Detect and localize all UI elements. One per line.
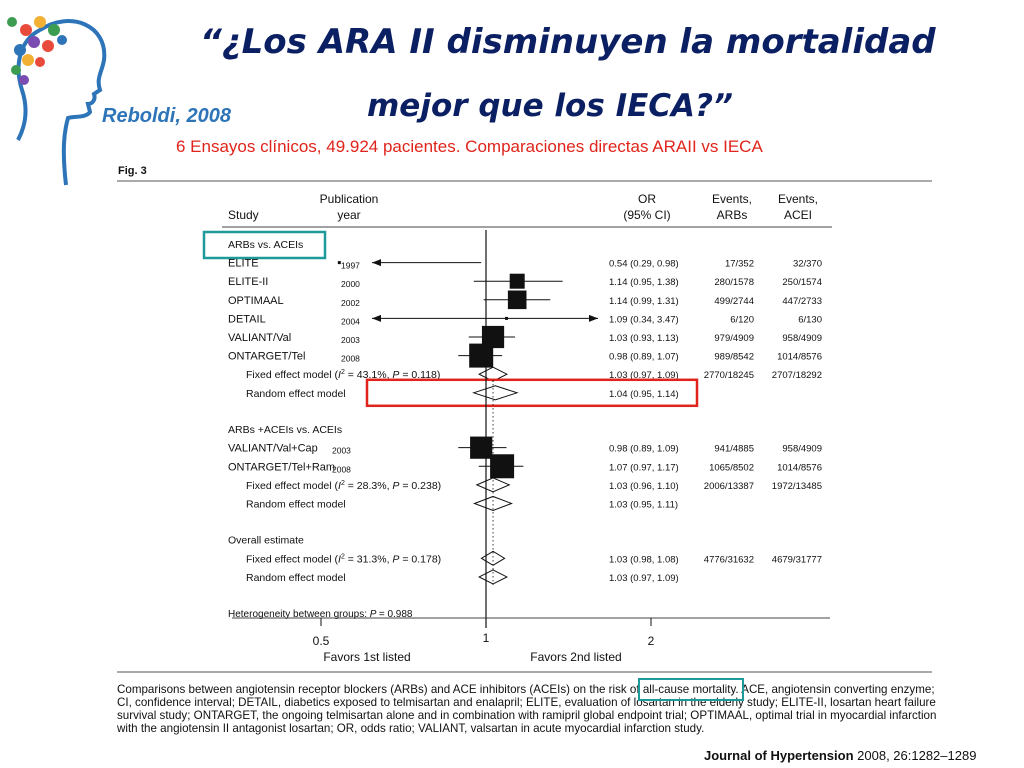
events-arb: 1065/8502 [709, 462, 754, 474]
events-arb: 6/120 [730, 314, 754, 326]
study-label: OPTIMAAL [228, 294, 284, 307]
study-label: VALIANT/Val+Cap [228, 442, 318, 455]
or-ci-text: 1.04 (0.95, 1.14) [609, 388, 679, 400]
heterogeneity-note: Heterogeneity between groups: P = 0.988 [228, 609, 413, 621]
forest-row-14 [246, 496, 678, 510]
events-arb: 941/4885 [714, 443, 754, 455]
forest-row-0 [204, 232, 325, 258]
pooled-label: Fixed effect model ($I^2 = 28.3\%$, P = 0.238) [246, 479, 442, 492]
study-year: 2002 [341, 297, 360, 308]
study-year: 2000 [341, 279, 360, 290]
pooled-label: Random effect model [246, 571, 346, 584]
events-arb: 979/4909 [714, 333, 754, 344]
forest-row-13 [246, 478, 822, 492]
point-estimate-square [338, 261, 341, 264]
header-arb-l2: ARBs [716, 208, 748, 222]
study-year: 1997 [341, 260, 360, 271]
header-or-l1: OR [638, 192, 656, 206]
forest-row-1 [228, 258, 822, 271]
events-acei: 6/130 [798, 314, 822, 326]
events-acei: 1014/8576 [777, 462, 822, 474]
events-acei: 4679/31777 [771, 554, 822, 566]
events-arb: 17/352 [724, 258, 754, 270]
caption-text-pre: Comparisons between angiotensin receptor blockers (ARBs) and ACE inhibitors (ACEIs) on the risk of [117, 683, 643, 696]
slide-title-line2: mejor que los IECA?” [367, 88, 733, 124]
figure-caption [117, 683, 947, 735]
events-arb: 280/1578 [714, 277, 754, 289]
study-label: ONTARGET/Tel+Ram [228, 461, 336, 474]
events-acei: 447/2733 [782, 295, 822, 307]
forest-row-16 [228, 535, 304, 547]
or-ci-text: 1.03 (0.97, 1.09) [609, 572, 679, 584]
events-acei: 32/370 [792, 258, 822, 270]
pooled-label: Fixed effect model ($I^2 = 43.1\%$, P = 0.118) [246, 369, 441, 382]
study-year: 2003 [332, 445, 351, 456]
events-acei: 250/1574 [782, 277, 822, 289]
point-estimate-square [510, 274, 525, 289]
or-ci-text: 1.14 (0.99, 1.31) [609, 295, 679, 307]
caption-highlight: all-cause mortality. [642, 683, 739, 696]
events-arb: 2006/13387 [703, 480, 754, 492]
forest-row-10 [228, 424, 342, 436]
study-label: ELITE [228, 257, 259, 270]
forest-row-3 [228, 291, 822, 310]
x-tick-label-2: 2 [647, 634, 655, 648]
study-label: VALIANT/Val [228, 332, 292, 344]
forest-row-8 [246, 380, 697, 406]
x-axis-ticks [313, 618, 655, 648]
or-ci-text: 1.09 (0.34, 3.47) [609, 314, 679, 326]
forest-row-4 [228, 313, 822, 326]
or-ci-text: 1.03 (0.95, 1.11) [609, 499, 679, 511]
slide-subtitle: 6 Ensayos clínicos, 49.924 pacientes. Comparaciones directas ARAII vs IECA [176, 137, 763, 156]
or-ci-text: 1.03 (0.98, 1.08) [609, 554, 679, 566]
point-estimate-square [469, 344, 493, 368]
events-acei: 1014/8576 [777, 351, 822, 363]
forest-row-18 [246, 570, 679, 584]
or-ci-text: 1.03 (0.96, 1.10) [609, 480, 679, 492]
forest-row-11 [228, 437, 822, 459]
events-arb: 2770/18245 [703, 370, 754, 382]
pooled-label: Random effect model [246, 387, 346, 400]
study-year: 2008 [341, 353, 360, 364]
x-tick-label-0: 0.5 [312, 634, 330, 648]
study-year: 2004 [341, 316, 360, 327]
journal-ref: 2008, 26:1282–1289 [853, 748, 977, 763]
pooled-diamond [474, 386, 517, 400]
point-estimate-square [505, 317, 508, 320]
events-acei: 958/4909 [782, 333, 822, 344]
caption-text-post: ACE, angiotensin converting enzyme; CI, confidence interval; DETAIL, diabetics exposed to telmisartan and enalapril; ELITE, evaluation of losartan in the elderly study; ELITE-II, losartan heart failure survival study; ONTARGET, the ongoing telmisartan alone and in combination with ramipril global endpoint trial; OPTIMAAL, optimal trial in myocardial infarction with the angiotensin II antagonist losartan; OR, odds ratio; VALIANT, valsartan in acute myocardial infarction study. [117, 683, 937, 735]
header-acei-l2: ACEI [783, 208, 813, 222]
header-acei-l1: Events, [777, 192, 819, 206]
header-or-l2: (95% CI) [623, 208, 671, 222]
point-estimate-square [490, 454, 514, 478]
events-arb: 4776/31632 [703, 554, 754, 566]
events-acei: 958/4909 [782, 443, 822, 455]
events-arb: 499/2744 [714, 295, 754, 307]
group-header: ARBs vs. ACEIs [228, 239, 304, 251]
slide-title-line1: “¿Los ARA II disminuyen la mortalidad [200, 22, 936, 62]
x-tick-label-1: 1 [482, 631, 490, 645]
or-ci-text: 1.07 (0.97, 1.17) [609, 462, 679, 474]
events-acei: 2707/18292 [771, 370, 822, 382]
forest-row-6 [228, 344, 822, 368]
study-label: ONTARGET/Tel [228, 350, 306, 363]
or-ci-text: 0.98 (0.89, 1.07) [609, 351, 679, 363]
journal-reference [704, 748, 976, 763]
journal-name: Journal of Hypertension [704, 748, 854, 763]
point-estimate-square [470, 437, 492, 459]
author-label: Reboldi, 2008 [102, 105, 231, 127]
favors-right-label: Favors 2nd listed [530, 650, 622, 664]
point-estimate-square [508, 291, 527, 310]
study-year: 2003 [341, 335, 360, 345]
ci-arrow-left [372, 259, 381, 266]
ci-arrow-right [589, 315, 598, 322]
study-label: DETAIL [228, 313, 266, 326]
group-header: ARBs +ACEIs vs. ACEIs [228, 424, 343, 437]
events-arb: 989/8542 [714, 351, 754, 363]
or-ci-text: 1.03 (0.97, 1.09) [609, 370, 679, 382]
or-ci-text: 0.98 (0.89, 1.09) [609, 443, 679, 455]
fig-label: Fig. 3 [118, 165, 147, 177]
forest-row-12 [228, 454, 822, 478]
or-ci-text: 1.03 (0.93, 1.13) [609, 333, 679, 344]
pooled-label: Fixed effect model ($I^2 = 31.3\%$, P = 0.178) [246, 553, 442, 566]
or-ci-text: 0.54 (0.29, 0.98) [609, 258, 679, 270]
events-acei: 1972/13485 [771, 480, 822, 492]
pooled-label: Random effect model [246, 498, 346, 511]
forest-rows [204, 230, 822, 628]
group-header: Overall estimate [228, 534, 304, 547]
study-year: 2008 [332, 464, 351, 475]
forest-row-17 [246, 551, 822, 565]
forest-row-20 [228, 609, 413, 620]
header-study: Study [228, 208, 259, 222]
ci-arrow-left [372, 315, 381, 322]
header-year-l1: Publication [319, 192, 379, 206]
header-year-l2: year [337, 208, 361, 222]
forest-row-5 [228, 326, 822, 348]
or-ci-text: 1.14 (0.95, 1.38) [609, 277, 679, 289]
forest-row-2 [228, 274, 822, 290]
favors-left-label: Favors 1st listed [323, 650, 411, 664]
header-arb-l1: Events, [711, 192, 753, 206]
study-label: ELITE-II [228, 276, 269, 289]
